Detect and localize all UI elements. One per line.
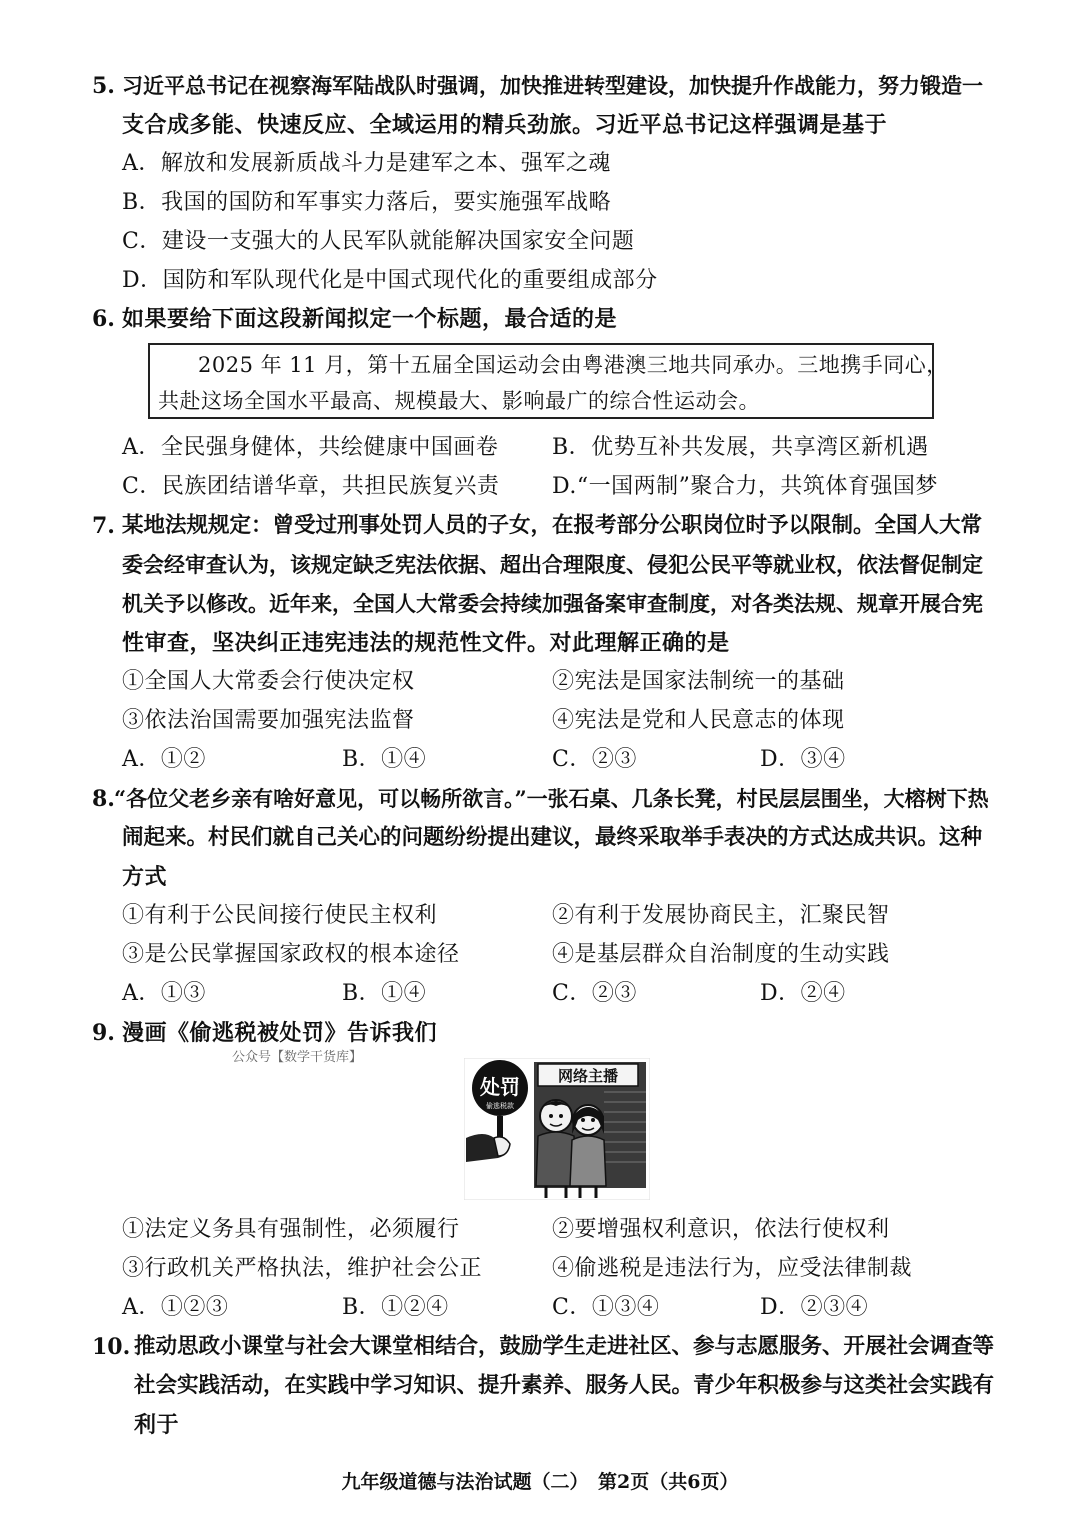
q8-option-a: A．①③ bbox=[122, 981, 206, 1006]
q9-statement-4: ④偷逃税是违法行为，应受法律制裁 bbox=[552, 1256, 913, 1281]
watermark-text: 公众号【数学干货库】 bbox=[232, 1050, 363, 1065]
banner-text: 网络主播 bbox=[557, 1067, 619, 1085]
q9-option-c: C．①③④ bbox=[552, 1295, 660, 1320]
q6-option-c: C．民族团结谱华章，共担民族复兴责 bbox=[122, 474, 500, 499]
q7-option-b: B．①④ bbox=[342, 747, 427, 772]
q6-option-a: A．全民强身健体，共绘健康中国画卷 bbox=[122, 435, 499, 460]
q7-stem-line4: 性审查，坚决纠正违宪违法的规范性文件。对此理解正确的是 bbox=[122, 630, 730, 656]
q7-option-d: D．③④ bbox=[760, 747, 846, 772]
q9-statement-3: ③行政机关严格执法，维护社会公正 bbox=[122, 1256, 483, 1281]
q8-statement-2: ②有利于发展协商民主，汇聚民智 bbox=[552, 903, 890, 928]
q7-option-c: C．②③ bbox=[552, 747, 637, 772]
q7-statement-2: ②宪法是国家法制统一的基础 bbox=[552, 669, 845, 694]
q7-stem-line2: 委会经审查认为，该规定缺乏宪法依据、超出合理限度、侵犯公民平等就业权，依法督促制定 bbox=[122, 552, 983, 577]
q5-option-c: C．建设一支强大的人民军队就能解决国家安全问题 bbox=[122, 229, 635, 254]
q8-statement-1: ①有利于公民间接行使民主权利 bbox=[122, 903, 438, 928]
q8-option-c: C．②③ bbox=[552, 981, 637, 1006]
q7-statement-3: ③依法治国需要加强宪法监督 bbox=[122, 708, 415, 733]
q9-number: 9. bbox=[92, 1020, 115, 1046]
q6-number: 6. bbox=[92, 306, 115, 332]
q9-option-b: B．①②④ bbox=[342, 1295, 449, 1320]
q7-statement-4: ④宪法是党和人民意志的体现 bbox=[552, 708, 845, 733]
q9-option-a: A．①②③ bbox=[122, 1295, 229, 1320]
q9-stem: 漫画《偷逃税被处罚》告诉我们 bbox=[122, 1020, 438, 1046]
q7-stem-line3: 机关予以修改。近年来，全国人大常委会持续加强备案审查制度，对各类法规、规章开展合宪 bbox=[122, 591, 983, 616]
q7-statement-1: ①全国人大常委会行使决定权 bbox=[122, 669, 415, 694]
tax-evasion-cartoon bbox=[464, 1058, 650, 1200]
q8-stem-line1: “各位父老乡亲有啥好意见，可以畅所欲言。”一张石桌、几条长凳，村民层层围坐，大榕树下热 bbox=[114, 786, 989, 811]
penalty-sign-subtext: 偷逃税款 bbox=[486, 1102, 514, 1110]
q7-number: 7. bbox=[92, 513, 115, 539]
q5-option-a: A．解放和发展新质战斗力是建军之本、强军之魂 bbox=[122, 151, 611, 176]
q9-option-d: D．②③④ bbox=[760, 1295, 869, 1320]
q10-stem-line1: 推动思政小课堂与社会大课堂相结合，鼓励学生走进社区、参与志愿服务、开展社会调查等 bbox=[134, 1334, 995, 1359]
q5-stem-line1: 习近平总书记在视察海军陆战队时强调，加快推进转型建设，加快提升作战能力，努力锻造一 bbox=[122, 73, 983, 98]
q10-stem-line3: 利于 bbox=[134, 1412, 180, 1438]
q5-option-b: B．我国的国防和军事实力落后，要实施强军战略 bbox=[122, 190, 612, 215]
q8-option-b: B．①④ bbox=[342, 981, 427, 1006]
q8-stem-line3: 方式 bbox=[122, 864, 168, 890]
news-line2: 共赴这场全国水平最高、规模最大、影响最广的综合性运动会。 bbox=[158, 389, 760, 413]
q8-statement-4: ④是基层群众自治制度的生动实践 bbox=[552, 942, 890, 967]
q8-option-d: D．②④ bbox=[760, 981, 846, 1006]
news-line1: 2025 年 11 月，第十五届全国运动会由粤港澳三地共同承办。三地携手同心， bbox=[198, 353, 948, 377]
q6-option-b: B．优势互补共发展，共享湾区新机遇 bbox=[552, 435, 929, 460]
q5-number: 5. bbox=[92, 73, 115, 99]
q6-stem: 如果要给下面这段新闻拟定一个标题，最合适的是 bbox=[122, 306, 618, 332]
q5-stem-line2: 支合成多能、快速反应、全域运用的精兵劲旅。习近平总书记这样强调是基于 bbox=[122, 112, 888, 138]
q6-option-d: D.“一国两制”聚合力，共筑体育强国梦 bbox=[552, 474, 938, 499]
q9-statement-2: ②要增强权利意识，依法行使权利 bbox=[552, 1217, 890, 1242]
page-footer: 九年级道德与法治试题（二） 第2页（共6页） bbox=[341, 1471, 739, 1493]
q9-statement-1: ①法定义务具有强制性，必须履行 bbox=[122, 1217, 460, 1242]
q8-stem-line2: 闹起来。村民们就自己关心的问题纷纷提出建议，最终采取举手表决的方式达成共识。这种 bbox=[122, 825, 983, 850]
figure-2-body bbox=[570, 1136, 606, 1186]
q10-stem-line2: 社会实践活动，在实践中学习知识、提升素养、服务人民。青少年积极参与这类社会实践有 bbox=[134, 1373, 995, 1398]
q8-statement-3: ③是公民掌握国家政权的根本途径 bbox=[122, 942, 460, 967]
q10-number: 10. bbox=[92, 1334, 131, 1360]
q7-option-a: A．①② bbox=[122, 747, 206, 772]
q5-option-d: D．国防和军队现代化是中国式现代化的重要组成部分 bbox=[122, 268, 658, 293]
q8-number: 8. bbox=[92, 786, 115, 812]
q7-stem-line1: 某地法规规定：曾受过刑事处罚人员的子女，在报考部分公职岗位时予以限制。全国人大常 bbox=[122, 513, 983, 538]
penalty-sign-text: 处罚 bbox=[480, 1075, 520, 1099]
